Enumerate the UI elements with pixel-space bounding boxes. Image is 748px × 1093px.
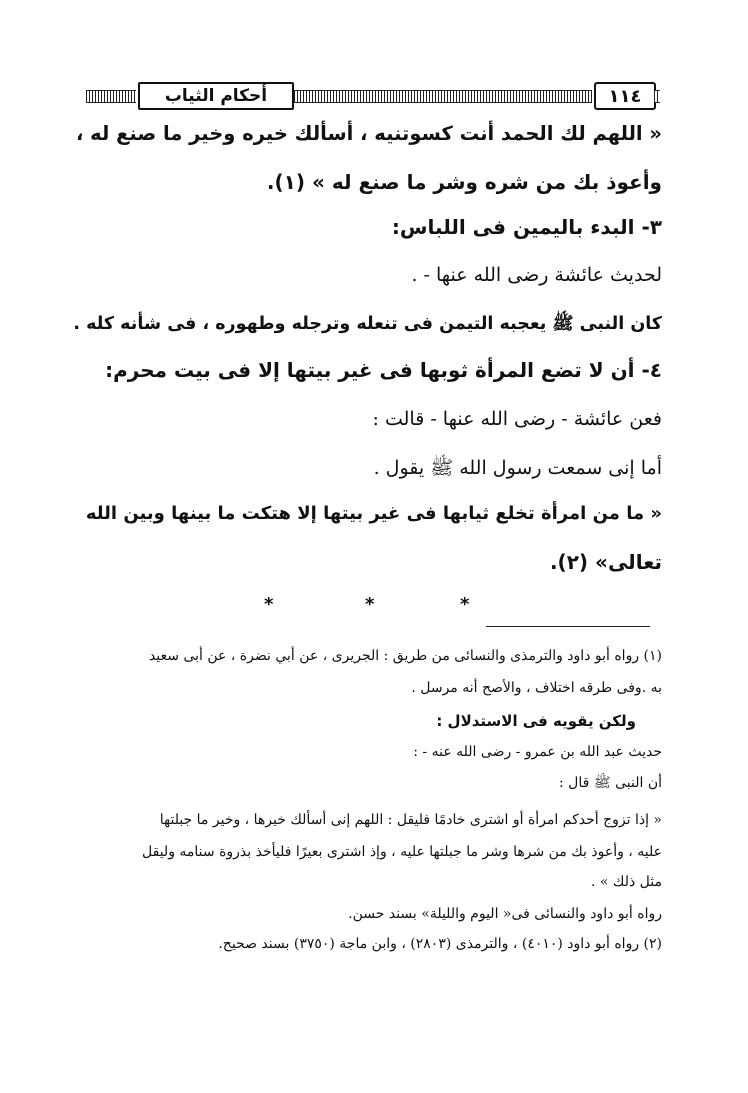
page-number: ١١٤ (594, 82, 656, 110)
footnote-line-4: حديث عبد الله بن عمرو - رضى الله عنه - : (413, 744, 662, 760)
footnote-rule (486, 626, 650, 627)
separator-star: * (365, 594, 375, 615)
footnote-line-2: به .وفى طرقه اختلاف ، والأصح أنه مرسل . (411, 680, 662, 696)
page-header (86, 82, 660, 108)
footnote-line-6: « إذا تزوج أحدكم امرأة أو اشترى خادمًا فليقل : اللهم إنى أسألك خيرها ، وخير ما جبلتها (159, 812, 662, 828)
separator-stars (0, 594, 748, 614)
footnote-line-10: (٢) رواه أبو داود (٤٠١٠) ، والترمذى (٢٨٠٣) ، وابن ماجة (٣٧٥٠) بسند صحيح. (218, 936, 662, 952)
footnote-subheading: ولكن يقويه فى الاستدلال : (436, 712, 636, 730)
section-heading-4: ٤- أن لا تضع المرأة ثوبها فى غير بيتها إلا فى بيت محرم: (105, 358, 662, 382)
running-title: أحكام الثياب (138, 82, 294, 110)
footnote-line-7: عليه ، وأعوذ بك من شرها وشر ما جبلتها عليه ، وإذ اشترى بعيرًا فليأخذ بذروة سنامه وليقل (142, 844, 662, 860)
header-ornament-middle (294, 90, 592, 103)
text-line-9: « ما من امرأة تخلع ثيابها فى غير بيتها إلا هتكت ما بينها وبين الله (85, 503, 662, 524)
text-line-10: تعالى» (٢). (549, 550, 662, 574)
separator-star: * (264, 594, 274, 615)
footnote-line-1: (١) رواه أبو داود والترمذى والنسائى من طريق : الجريرى ، عن أبي نضرة ، عن أبى سعيد (148, 648, 662, 664)
text-line-1: « اللهم لك الحمد أنت كسوتنيه ، أسألك خيره وخير ما صنع له ، (75, 122, 662, 145)
text-line-8: أما إنى سمعت رسول الله ﷺ يقول . (373, 457, 662, 479)
header-ornament-right (654, 90, 660, 103)
separator-star: * (460, 594, 470, 615)
text-line-5: كان النبى ﷺ يعجبه التيمن فى تنعله وترجله وطهوره ، فى شأنه كله . (73, 314, 662, 334)
text-line-2: وأعوذ بك من شره وشر ما صنع له » (١). (266, 170, 662, 194)
section-heading-3: ٣- البدء باليمين فى اللباس: (391, 215, 662, 239)
header-ornament-left (86, 90, 136, 103)
footnote-source: رواه أبو داود والنسائى فى« اليوم والليلة» بسند حسن. (348, 906, 662, 922)
footnote-line-5: أن النبى ﷺ قال : (558, 775, 662, 791)
footnote-line-8: مثل ذلك » . (591, 874, 662, 890)
text-line-7: فعن عائشة - رضى الله عنها - قالت : (372, 408, 662, 430)
text-line-4: لحديث عائشة رضى الله عنها - . (411, 264, 662, 286)
